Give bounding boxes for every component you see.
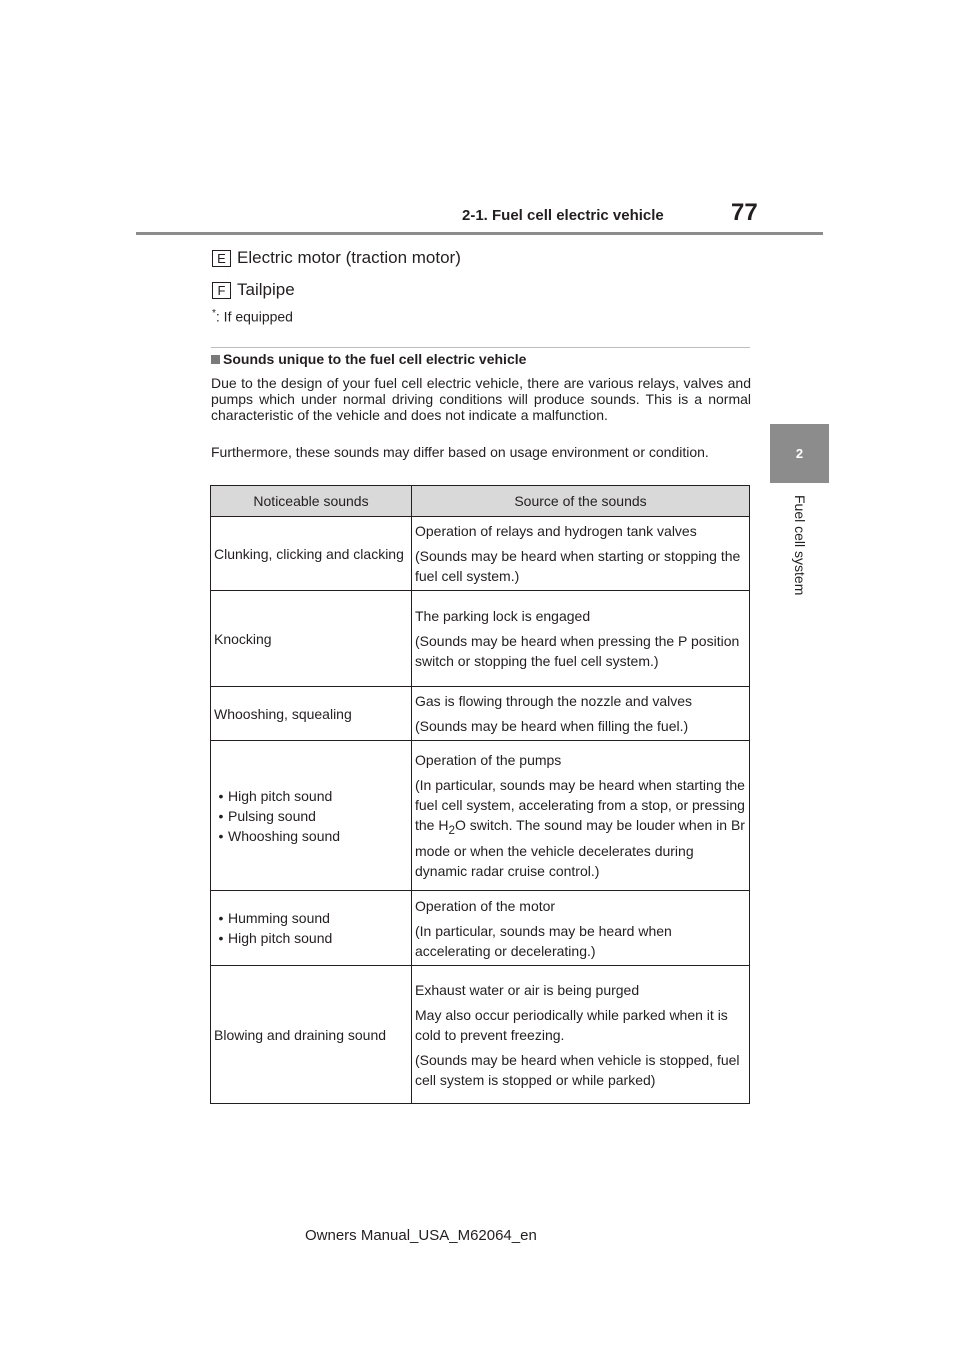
footnote-mark: * <box>212 308 216 319</box>
source-text: Exhaust water or air is being purged <box>415 981 640 998</box>
source-cell <box>412 891 750 966</box>
sound-cell <box>211 741 412 891</box>
legend-badge: F <box>212 282 231 299</box>
sound-cell: Whooshing, squealing <box>211 687 412 741</box>
sound-cell <box>211 891 412 966</box>
source-text: (Sounds may be heard when filling the fuel.) <box>415 718 689 734</box>
source-cell <box>412 517 750 591</box>
sound-cell: Blowing and draining sound <box>211 966 412 1104</box>
footer-text: Owners Manual_USA_M62064_en <box>305 1227 537 1244</box>
section-title: 2-1. Fuel cell electric vehicle <box>462 207 664 224</box>
table-row <box>211 966 750 1104</box>
sound-cell: Knocking <box>211 591 412 687</box>
section-heading-text: Sounds unique to the fuel cell electric vehicle <box>223 351 527 367</box>
subscript: 2 <box>448 823 455 837</box>
sound-list-item: • High pitch sound <box>214 928 408 948</box>
table-header-row <box>211 486 750 517</box>
body-paragraph: Due to the design of your fuel cell electric vehicle, there are various relays, valves and pumps which under normal driving conditions will produce sounds. This is a normal characteristic of the vehicle and does not indicate a malfunction. <box>211 375 751 423</box>
body-paragraph: Furthermore, these sounds may differ based on usage environment or condition. <box>211 444 709 460</box>
column-header: Source of the sounds <box>412 486 750 517</box>
section-heading <box>211 351 526 367</box>
square-bullet-icon <box>211 355 220 364</box>
table-row <box>211 741 750 891</box>
header-divider <box>136 232 823 235</box>
sound-list-item: • High pitch sound <box>214 786 408 806</box>
source-text: The parking lock is engaged <box>415 608 591 624</box>
legend-text: Tailpipe <box>237 280 295 299</box>
source-text: (Sounds may be heard when pressing the P position switch or stopping the fuel cell system.) <box>415 633 740 669</box>
column-header: Noticeable sounds <box>211 486 412 517</box>
source-text <box>415 775 746 881</box>
sound-list-item: • Humming sound <box>214 908 408 928</box>
sounds-table <box>210 485 750 1104</box>
source-text: Operation of the motor <box>415 897 556 914</box>
source-text: Operation of relays and hydrogen tank valves <box>415 523 697 539</box>
legend-item <box>212 248 461 268</box>
page-number: 77 <box>731 199 758 226</box>
sound-list-item: • Pulsing sound <box>214 806 408 826</box>
source-cell <box>412 687 750 741</box>
chapter-tab[interactable] <box>770 424 829 483</box>
legend-item <box>212 280 295 300</box>
table-row <box>211 591 750 687</box>
sound-cell: Clunking, clicking and clacking <box>211 517 412 591</box>
section-divider <box>211 347 750 348</box>
footnote-text: : If equipped <box>215 308 293 325</box>
table-row <box>211 891 750 966</box>
source-text-part: O switch. The sound may be louder when in Br mode or when the vehicle decelerates during dynamic radar cruise control.) <box>415 817 745 879</box>
source-text: (In particular, sounds may be heard when accelerating or decelerating.) <box>415 922 672 959</box>
source-text: Gas is flowing through the nozzle and valves <box>415 693 693 709</box>
source-text: (Sounds may be heard when vehicle is stopped, fuel cell system is stopped or while parked) <box>415 1051 740 1088</box>
source-cell <box>412 966 750 1104</box>
source-text-part: (In particular, sounds may be heard when starting the fuel cell system, accelerating from a stop, or pressing the H <box>415 777 745 834</box>
footnote <box>212 308 293 325</box>
table-row <box>211 687 750 741</box>
source-text: Operation of the pumps <box>415 752 562 769</box>
source-text: May also occur periodically while parked when it is cold to prevent freezing. <box>415 1006 728 1043</box>
source-cell <box>412 741 750 891</box>
table-row <box>211 517 750 591</box>
legend-text: Electric motor (traction motor) <box>237 248 461 267</box>
source-cell <box>412 591 750 687</box>
chapter-number: 2 <box>795 446 804 461</box>
sound-list-item: • Whooshing sound <box>214 826 408 846</box>
source-text: (Sounds may be heard when starting or stopping the fuel cell system.) <box>415 548 741 584</box>
legend-badge: E <box>212 250 231 267</box>
chapter-label: Fuel cell system <box>792 495 808 596</box>
